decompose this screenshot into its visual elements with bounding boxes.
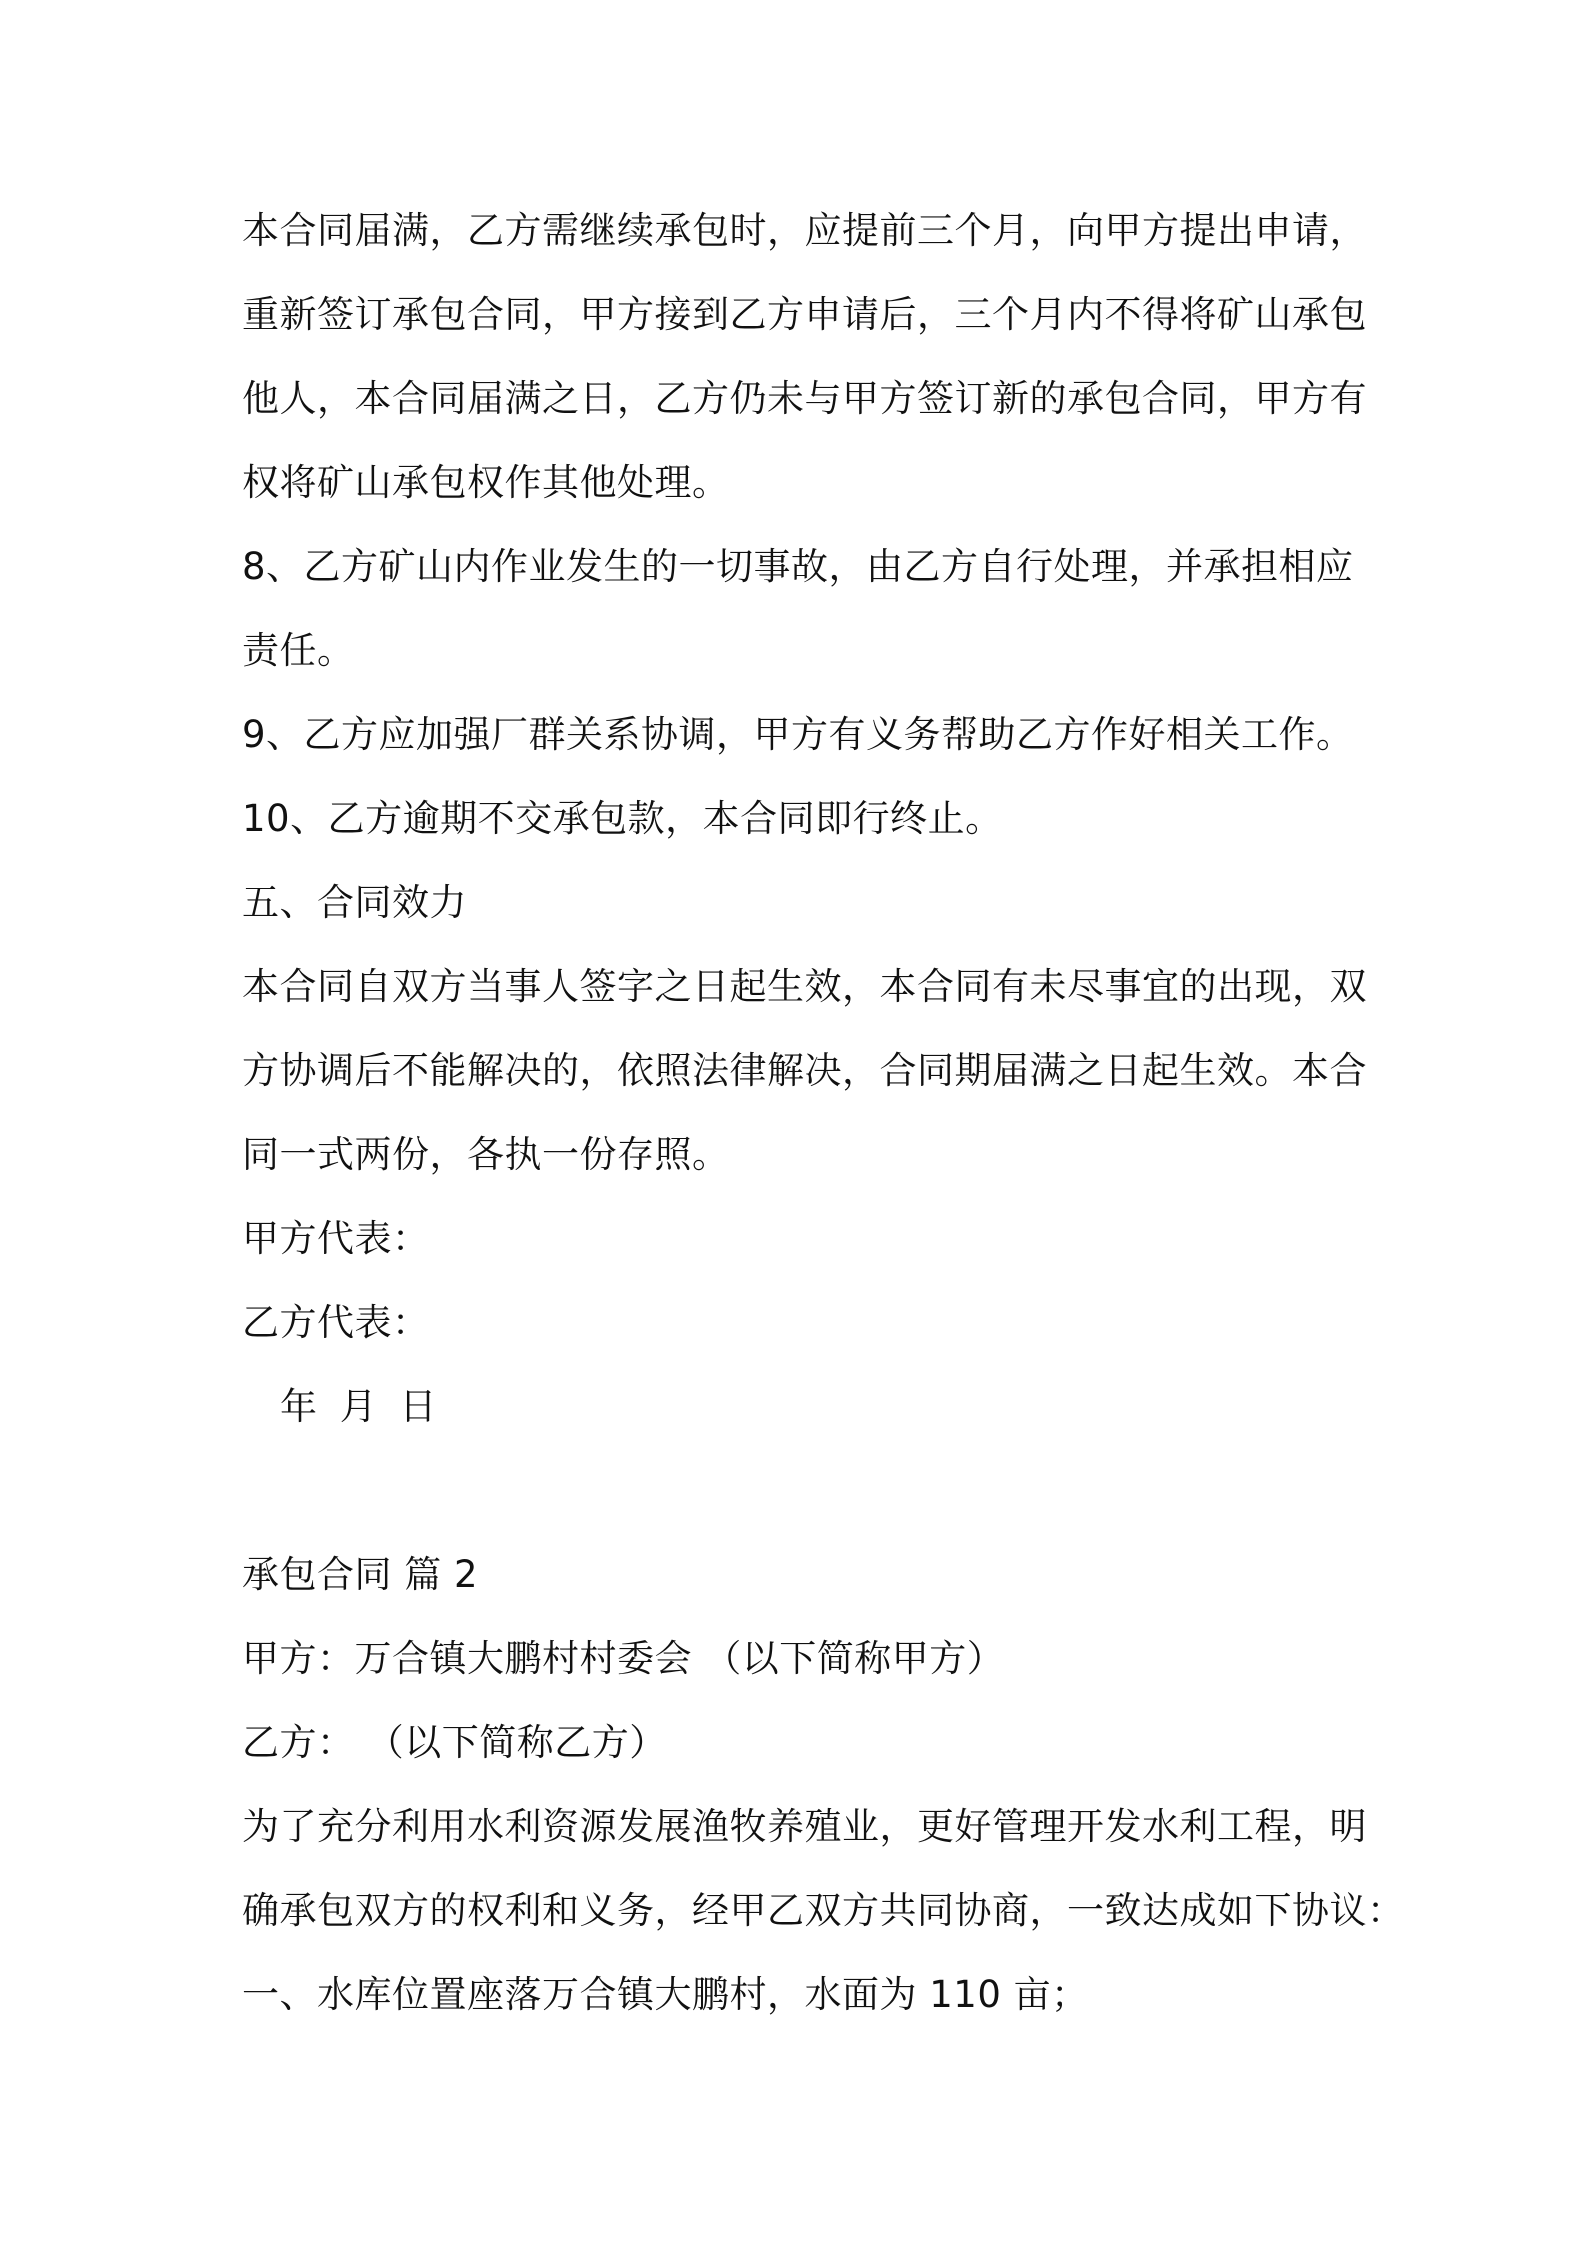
clause-9: 9、乙方应加强厂群关系协调，甲方有义务帮助乙方作好相关工作。 bbox=[242, 713, 1354, 756]
party-a-line: 甲方：万合镇大鹏村村委会 （以下简称甲方） bbox=[242, 1637, 1005, 1680]
paragraph-line: 他人，本合同届满之日，乙方仍未与甲方签订新的承包合同，甲方有 bbox=[242, 377, 1367, 420]
paragraph-line: 本合同自双方当事人签字之日起生效，本合同有未尽事宜的出现，双 bbox=[242, 965, 1367, 1008]
paragraph-line: 方协调后不能解决的，依照法律解决，合同期届满之日起生效。本合 bbox=[242, 1049, 1367, 1092]
paragraph-line: 责任。 bbox=[242, 629, 355, 672]
paragraph-line: 本合同届满，乙方需继续承包时，应提前三个月，向甲方提出申请， bbox=[242, 209, 1367, 252]
section-heading: 五、合同效力 bbox=[242, 881, 467, 924]
party-b-representative: 乙方代表： bbox=[242, 1301, 430, 1344]
paragraph-line: 同一式两份，各执一份存照。 bbox=[242, 1133, 730, 1176]
clause-8: 8、乙方矿山内作业发生的一切事故，由乙方自行处理，并承担相应 bbox=[242, 545, 1354, 588]
paragraph-line: 为了充分利用水利资源发展渔牧养殖业，更好管理开发水利工程，明 bbox=[242, 1805, 1367, 1848]
party-a-representative: 甲方代表： bbox=[242, 1217, 430, 1260]
document-title: 承包合同 篇 2 bbox=[242, 1553, 479, 1596]
paragraph-line: 重新签订承包合同，甲方接到乙方申请后，三个月内不得将矿山承包 bbox=[242, 293, 1367, 336]
paragraph-line: 确承包双方的权利和义务，经甲乙双方共同协商，一致达成如下协议： bbox=[242, 1889, 1405, 1932]
clause-10: 10、乙方逾期不交承包款，本合同即行终止。 bbox=[242, 797, 1003, 840]
paragraph-line: 权将矿山承包权作其他处理。 bbox=[242, 461, 730, 504]
clause-1: 一、水库位置座落万合镇大鹏村，水面为 110 亩； bbox=[242, 1973, 1089, 2016]
date-line: 年 月 日 bbox=[280, 1385, 438, 1428]
party-b-line: 乙方： （以下简称乙方） bbox=[242, 1721, 667, 1764]
